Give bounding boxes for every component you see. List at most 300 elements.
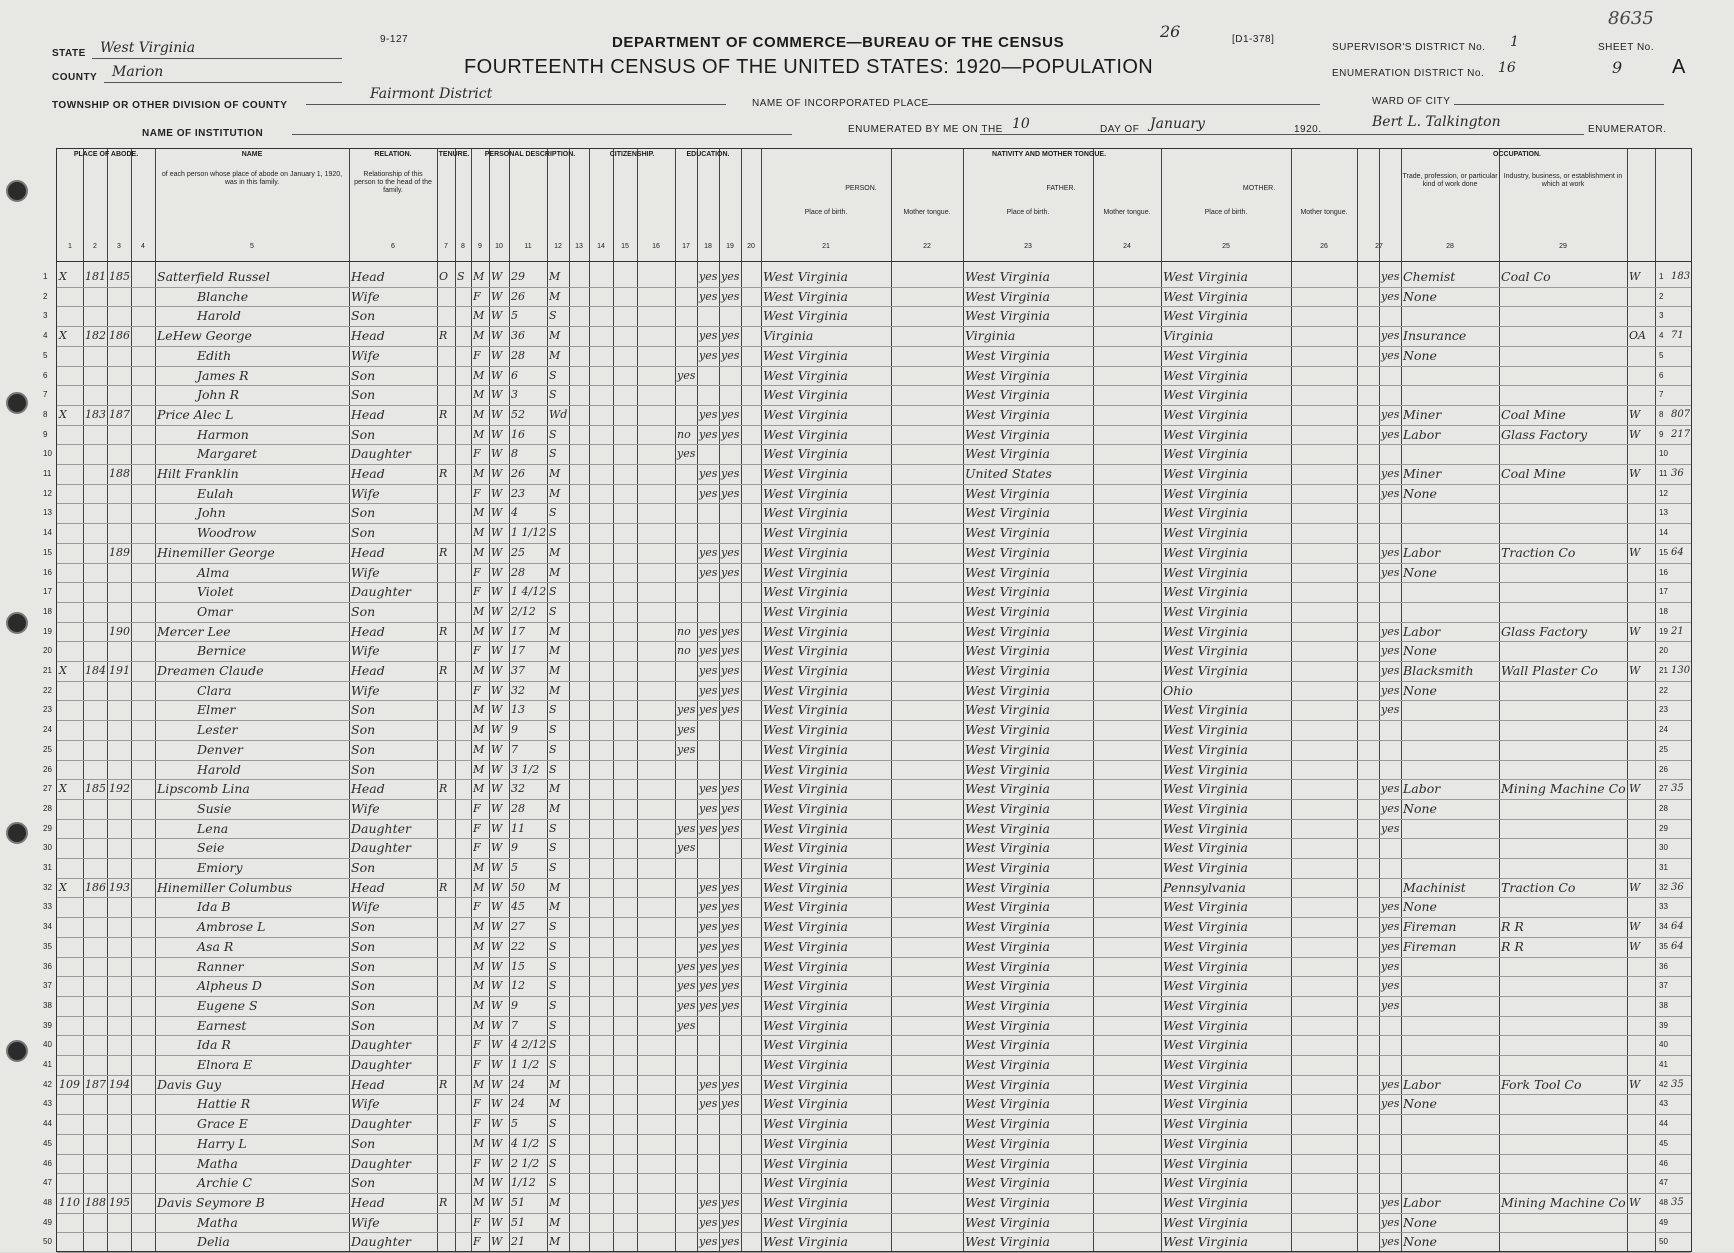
cell-sex: M bbox=[473, 1077, 485, 1091]
cell-sex: F bbox=[473, 447, 481, 461]
cell-rel: Son bbox=[351, 702, 376, 718]
line-number: 38 bbox=[43, 1000, 52, 1010]
cell-birth: West Virginia bbox=[763, 702, 848, 718]
cell-name: Delia bbox=[197, 1234, 230, 1250]
cell-fbirth: West Virginia bbox=[965, 347, 1050, 363]
cell-mbirth: West Virginia bbox=[1163, 387, 1248, 403]
cell-fbirth: West Virginia bbox=[965, 623, 1050, 639]
cell-name: Emiory bbox=[197, 860, 243, 875]
cell-dw: 182 bbox=[85, 329, 106, 343]
cell-sex: M bbox=[473, 545, 485, 559]
cell-rel: Son bbox=[351, 722, 376, 738]
cell-race: W bbox=[491, 329, 503, 343]
cell-cls: W bbox=[1629, 427, 1641, 441]
cell-name: James R bbox=[197, 367, 249, 383]
cell-sex: F bbox=[473, 1235, 481, 1249]
margin-code: 217 bbox=[1671, 428, 1691, 440]
cell-mbirth: West Virginia bbox=[1163, 820, 1248, 836]
cell-rel: Daughter bbox=[351, 1037, 411, 1053]
cell-mbirth: West Virginia bbox=[1163, 1057, 1248, 1072]
cell-cls: W bbox=[1629, 270, 1641, 283]
line-number: 35 bbox=[43, 941, 52, 951]
column-number: 13 bbox=[575, 243, 583, 250]
cell-name: Matha bbox=[197, 1155, 238, 1171]
line-number-right: 34 bbox=[1659, 922, 1668, 932]
cell-read: yes bbox=[699, 664, 718, 677]
cell-birth: West Virginia bbox=[763, 840, 848, 856]
cell-write: yes bbox=[721, 565, 740, 579]
cell-birth: West Virginia bbox=[763, 485, 848, 501]
line-number: 29 bbox=[43, 823, 52, 833]
margin-code: 64 bbox=[1671, 546, 1684, 558]
cell-age: 21 bbox=[511, 1235, 525, 1249]
cell-name: Lester bbox=[197, 722, 238, 738]
line-number-right: 40 bbox=[1659, 1040, 1668, 1050]
cell-rel: Wife bbox=[351, 899, 380, 915]
cell-read: yes bbox=[699, 467, 718, 480]
column-number: 12 bbox=[554, 243, 562, 250]
township-label: TOWNSHIP OR OTHER DIVISION OF COUNTY bbox=[52, 100, 288, 111]
line-number-right: 7 bbox=[1659, 390, 1664, 400]
cell-birth: West Virginia bbox=[763, 879, 848, 895]
cell-name: Margaret bbox=[197, 446, 258, 462]
sub-heading: PERSON. bbox=[845, 185, 877, 192]
cell-fbirth: United States bbox=[965, 466, 1052, 481]
enumerator-label: ENUMERATOR. bbox=[1588, 124, 1667, 135]
cell-rel: Head bbox=[351, 781, 385, 797]
cell-write: yes bbox=[721, 545, 740, 559]
cell-sex: M bbox=[473, 998, 485, 1012]
cell-rel: Wife bbox=[351, 564, 380, 580]
cell-age: 50 bbox=[511, 880, 525, 894]
cell-ms: S bbox=[549, 723, 557, 737]
supervisor-label: SUPERVISOR'S DISTRICT No. bbox=[1332, 42, 1486, 53]
cell-race: W bbox=[491, 979, 503, 993]
cell-eng: yes bbox=[1381, 664, 1400, 677]
cell-age: 1/12 bbox=[511, 1176, 536, 1190]
cell-ms: S bbox=[549, 979, 557, 993]
cell-fam: 188 bbox=[109, 467, 130, 480]
line-number-right: 22 bbox=[1659, 685, 1668, 695]
cell-trade: Fireman bbox=[1403, 938, 1457, 954]
cell-ms: S bbox=[549, 506, 557, 520]
cell-trade: Labor bbox=[1403, 426, 1441, 442]
cell-dw: 188 bbox=[85, 1195, 106, 1209]
line-number-right: 5 bbox=[1659, 350, 1664, 360]
column-number: 25 bbox=[1222, 243, 1230, 250]
line-number: 10 bbox=[43, 449, 52, 459]
cell-fbirth: West Virginia bbox=[965, 1194, 1050, 1210]
cell-race: W bbox=[491, 1195, 503, 1209]
sub-heading: Place of birth. bbox=[1006, 209, 1050, 216]
cell-fbirth: Virginia bbox=[965, 328, 1016, 344]
cell-fam: 194 bbox=[109, 1077, 130, 1091]
column-number: 9 bbox=[478, 243, 482, 250]
line-number-right: 33 bbox=[1659, 902, 1668, 912]
cell-birth: West Virginia bbox=[763, 387, 848, 403]
cell-write: yes bbox=[721, 289, 740, 303]
cell-rel: Wife bbox=[351, 682, 380, 698]
cell-birth: West Virginia bbox=[763, 406, 848, 422]
cell-school: yes bbox=[677, 447, 696, 461]
cell-read: yes bbox=[699, 939, 718, 953]
cell-write: yes bbox=[721, 1195, 740, 1209]
cell-trade: None bbox=[1403, 800, 1437, 816]
cell-sex: F bbox=[473, 801, 481, 815]
cell-ms: M bbox=[549, 565, 561, 579]
cell-school: yes bbox=[677, 703, 696, 717]
cell-fbirth: West Virginia bbox=[965, 800, 1050, 816]
cell-age: 13 bbox=[511, 703, 525, 717]
cell-ms: S bbox=[549, 1117, 557, 1131]
cell-write: yes bbox=[721, 920, 740, 934]
cell-age: 28 bbox=[511, 565, 525, 579]
group-heading: RELATION. bbox=[374, 151, 412, 158]
cell-birth: West Virginia bbox=[763, 308, 848, 324]
cell-ind: Wall Plaster Co bbox=[1501, 663, 1598, 678]
line-number: 20 bbox=[43, 646, 52, 656]
cell-mbirth: West Virginia bbox=[1163, 938, 1248, 954]
cell-fbirth: West Virginia bbox=[965, 663, 1050, 678]
cell-fbirth: West Virginia bbox=[965, 1135, 1050, 1151]
cell-mbirth: Ohio bbox=[1163, 682, 1193, 698]
cell-birth: West Virginia bbox=[763, 603, 848, 619]
cell-eng: yes bbox=[1381, 407, 1400, 421]
cell-race: W bbox=[491, 545, 503, 559]
cell-age: 24 bbox=[511, 1097, 525, 1111]
line-number-right: 48 bbox=[1659, 1197, 1668, 1207]
cell-write: yes bbox=[721, 998, 740, 1012]
line-number-right: 6 bbox=[1659, 370, 1664, 380]
line-number: 9 bbox=[43, 429, 48, 439]
cell-rel: Son bbox=[351, 919, 376, 935]
line-number: 31 bbox=[43, 863, 52, 872]
cell-sex: F bbox=[473, 644, 481, 658]
line-number-right: 43 bbox=[1659, 1099, 1668, 1109]
cell-read: yes bbox=[699, 900, 718, 914]
cell-race: W bbox=[491, 368, 503, 382]
line-number-right: 46 bbox=[1659, 1158, 1668, 1168]
cell-read: yes bbox=[699, 545, 718, 559]
cell-age: 12 bbox=[511, 979, 525, 993]
cell-mbirth: West Virginia bbox=[1163, 1155, 1248, 1171]
cell-mbirth: West Virginia bbox=[1163, 603, 1248, 619]
cell-name: John R bbox=[197, 387, 240, 403]
line-number: 39 bbox=[43, 1020, 52, 1030]
cell-sex: M bbox=[473, 742, 485, 756]
cell-trade: None bbox=[1403, 899, 1437, 915]
year: 1920. bbox=[1294, 124, 1322, 135]
cell-fbirth: West Virginia bbox=[965, 741, 1050, 757]
cell-age: 3 1/2 bbox=[511, 762, 540, 776]
cell-race: W bbox=[491, 861, 503, 874]
cell-birth: West Virginia bbox=[763, 643, 848, 659]
cell-name: Edith bbox=[197, 347, 232, 363]
cell-write: yes bbox=[721, 486, 740, 500]
cell-fbirth: West Virginia bbox=[965, 1057, 1050, 1072]
cell-write: yes bbox=[721, 467, 740, 480]
cell-ms: S bbox=[549, 427, 557, 441]
line-number-right: 45 bbox=[1659, 1138, 1668, 1148]
cell-read: yes bbox=[699, 565, 718, 579]
cell-fbirth: West Virginia bbox=[965, 269, 1050, 284]
margin-code: 35 bbox=[1671, 1196, 1684, 1208]
cell-eng: yes bbox=[1381, 821, 1400, 835]
cell-race: W bbox=[491, 1018, 503, 1032]
cell-trade: Miner bbox=[1403, 466, 1442, 481]
cell-name: Eugene S bbox=[197, 997, 258, 1013]
line-number-right: 38 bbox=[1659, 1000, 1668, 1010]
cell-sex: M bbox=[473, 407, 485, 421]
margin-code: 71 bbox=[1671, 330, 1684, 342]
line-number: 45 bbox=[43, 1138, 52, 1148]
cell-name: Dreamen Claude bbox=[157, 663, 264, 678]
cell-mbirth: West Virginia bbox=[1163, 663, 1248, 678]
cell-fbirth: West Virginia bbox=[965, 1096, 1050, 1112]
cell-fam: 186 bbox=[109, 329, 130, 343]
cell-birth: Virginia bbox=[763, 328, 814, 344]
cell-write: yes bbox=[721, 1215, 740, 1229]
cell-mbirth: West Virginia bbox=[1163, 1076, 1248, 1092]
cell-ind: Mining Machine Co bbox=[1501, 1194, 1626, 1210]
doc-code: [D1-378] bbox=[1232, 34, 1275, 45]
cell-write: yes bbox=[721, 644, 740, 658]
cell-race: W bbox=[491, 1156, 503, 1170]
cell-cls: W bbox=[1629, 664, 1641, 677]
cell-rel: Daughter bbox=[351, 1057, 411, 1072]
cell-rel: Daughter bbox=[351, 820, 411, 836]
cell-ms: M bbox=[549, 1195, 561, 1209]
cell-read: yes bbox=[699, 959, 718, 973]
sub-heading: Mother tongue. bbox=[903, 209, 951, 216]
sub-heading: of each person whose place of abode on January 1, 1920, was in this family. bbox=[161, 171, 343, 186]
cell-name: Clara bbox=[197, 682, 232, 698]
cell-ms: M bbox=[549, 880, 561, 894]
cell-cls: W bbox=[1629, 467, 1641, 480]
cell-fbirth: West Virginia bbox=[965, 840, 1050, 856]
cell-fbirth: West Virginia bbox=[965, 485, 1050, 501]
cell-dw: 187 bbox=[85, 1077, 106, 1091]
cell-race: W bbox=[491, 1038, 503, 1052]
cell-trade: None bbox=[1403, 643, 1437, 659]
cell-race: W bbox=[491, 703, 503, 717]
cell-cls: W bbox=[1629, 407, 1641, 421]
cell-birth: West Virginia bbox=[763, 781, 848, 797]
cell-ms: S bbox=[549, 762, 557, 776]
cell-fbirth: West Virginia bbox=[965, 702, 1050, 718]
cell-name: Lena bbox=[197, 820, 229, 836]
cell-ten: R bbox=[439, 1195, 448, 1209]
column-number: 21 bbox=[822, 243, 830, 250]
cell-ms: S bbox=[549, 1176, 557, 1190]
line-number: 32 bbox=[43, 882, 52, 892]
line-number: 11 bbox=[43, 469, 52, 478]
cell-trade: None bbox=[1403, 564, 1437, 580]
column-number: 14 bbox=[597, 243, 605, 250]
cell-read: yes bbox=[699, 624, 718, 638]
line-number-right: 39 bbox=[1659, 1020, 1668, 1030]
cell-fbirth: West Virginia bbox=[965, 426, 1050, 442]
column-number: 27 bbox=[1375, 243, 1383, 250]
margin-code: 36 bbox=[1671, 468, 1684, 479]
cell-birth: West Virginia bbox=[763, 1194, 848, 1210]
margin-code: 130 bbox=[1671, 665, 1691, 676]
cell-rel: Head bbox=[351, 466, 385, 481]
line-number-right: 50 bbox=[1659, 1237, 1668, 1247]
cell-fbirth: West Virginia bbox=[965, 584, 1050, 600]
cell-birth: West Virginia bbox=[763, 1175, 848, 1191]
cell-mbirth: West Virginia bbox=[1163, 800, 1248, 816]
cell-birth: West Virginia bbox=[763, 1135, 848, 1151]
line-number: 1 bbox=[43, 272, 48, 281]
cell-write: yes bbox=[721, 703, 740, 717]
cell-fbirth: West Virginia bbox=[965, 1116, 1050, 1132]
cell-ms: M bbox=[549, 683, 561, 697]
cell-fbirth: West Virginia bbox=[965, 446, 1050, 462]
line-number-right: 29 bbox=[1659, 823, 1668, 833]
group-heading: PLACE OF ABODE. bbox=[73, 151, 139, 158]
cell-sex: M bbox=[473, 329, 485, 343]
line-number-right: 44 bbox=[1659, 1119, 1668, 1129]
cell-birth: West Virginia bbox=[763, 1037, 848, 1053]
cell-mbirth: Pennsylvania bbox=[1163, 879, 1246, 895]
cell-read: yes bbox=[699, 1215, 718, 1229]
cell-fbirth: West Virginia bbox=[965, 1076, 1050, 1092]
cell-sex: M bbox=[473, 526, 485, 540]
cell-fam: 185 bbox=[109, 270, 130, 283]
cell-read: yes bbox=[699, 427, 718, 441]
cell-write: yes bbox=[721, 1077, 740, 1091]
cell-trade: None bbox=[1403, 682, 1437, 698]
cell-mbirth: West Virginia bbox=[1163, 406, 1248, 422]
cell-mbirth: West Virginia bbox=[1163, 958, 1248, 974]
column-number: 8 bbox=[461, 243, 465, 250]
sub-heading: Industry, business, or establishment in which at work bbox=[1503, 173, 1623, 188]
cell-race: W bbox=[491, 959, 503, 973]
line-number-right: 14 bbox=[1659, 528, 1668, 538]
sub-heading: Relationship of this person to the head of the family. bbox=[354, 171, 432, 194]
cell-name: Alma bbox=[197, 564, 230, 580]
cell-sex: F bbox=[473, 348, 481, 362]
line-number: 23 bbox=[43, 705, 52, 715]
cell-fbirth: West Virginia bbox=[965, 938, 1050, 954]
cell-ms: S bbox=[549, 1156, 557, 1170]
cell-eng: yes bbox=[1381, 1097, 1400, 1111]
cell-eng: yes bbox=[1381, 959, 1400, 973]
cell-rel: Wife bbox=[351, 800, 380, 816]
cell-school: yes bbox=[677, 723, 696, 737]
cell-sex: F bbox=[473, 289, 481, 303]
sub-heading: Place of birth. bbox=[804, 209, 848, 216]
cell-rel: Head bbox=[351, 406, 385, 422]
cell-ten: R bbox=[439, 1077, 448, 1091]
cell-race: W bbox=[491, 1097, 503, 1111]
cell-ms: S bbox=[549, 309, 557, 323]
cell-rel: Head bbox=[351, 328, 385, 344]
cell-mbirth: West Virginia bbox=[1163, 919, 1248, 935]
line-number-right: 25 bbox=[1659, 744, 1668, 754]
cell-rel: Head bbox=[351, 663, 385, 678]
cell-sex: F bbox=[473, 565, 481, 579]
cell-ind: Coal Mine bbox=[1501, 406, 1566, 422]
cell-mbirth: West Virginia bbox=[1163, 702, 1248, 718]
cell-fbirth: West Virginia bbox=[965, 899, 1050, 915]
cell-birth: West Virginia bbox=[763, 426, 848, 442]
cell-rel: Daughter bbox=[351, 1116, 411, 1132]
cell-age: 45 bbox=[511, 900, 525, 914]
enumerated-label: ENUMERATED BY ME ON THE bbox=[848, 124, 1003, 135]
cell-sex: F bbox=[473, 486, 481, 500]
cell-ten: R bbox=[439, 545, 448, 559]
cell-race: W bbox=[491, 821, 503, 835]
enumerator-name: Bert L. Talkington bbox=[1372, 114, 1501, 130]
cell-trade: None bbox=[1403, 485, 1437, 501]
cell-age: 26 bbox=[511, 467, 525, 480]
cell-read: yes bbox=[699, 1195, 718, 1209]
cell-ten: O bbox=[439, 270, 449, 283]
column-number: 3 bbox=[117, 243, 121, 250]
cell-ten: R bbox=[439, 664, 448, 677]
cell-name: Ida B bbox=[197, 899, 231, 915]
cell-name: LeHew George bbox=[157, 328, 252, 344]
cell-fbirth: West Virginia bbox=[965, 919, 1050, 935]
cell-sex: F bbox=[473, 821, 481, 835]
cell-race: W bbox=[491, 998, 503, 1012]
cell-eng: yes bbox=[1381, 565, 1400, 579]
cell-ind: R R bbox=[1501, 938, 1524, 954]
line-number-right: 37 bbox=[1659, 981, 1668, 991]
cell-sex: F bbox=[473, 585, 481, 599]
cell-sex: M bbox=[473, 467, 485, 480]
cell-write: yes bbox=[721, 900, 740, 914]
cell-write: yes bbox=[721, 348, 740, 362]
cell-name: Violet bbox=[197, 584, 234, 600]
cell-mbirth: West Virginia bbox=[1163, 584, 1248, 600]
line-number: 3 bbox=[43, 311, 48, 321]
cell-eng: yes bbox=[1381, 998, 1400, 1012]
cell-ms: M bbox=[549, 270, 561, 283]
cell-birth: West Virginia bbox=[763, 722, 848, 738]
cell-name: Blanche bbox=[197, 288, 249, 304]
cell-rel: Head bbox=[351, 879, 385, 895]
cell-ind: Glass Factory bbox=[1501, 426, 1588, 442]
cell-sex: M bbox=[473, 782, 485, 796]
cell-birth: West Virginia bbox=[763, 741, 848, 757]
cell-trade: Chemist bbox=[1403, 269, 1456, 284]
institution-underline bbox=[292, 134, 792, 135]
line-number: 15 bbox=[43, 547, 52, 557]
cell-eng: yes bbox=[1381, 1195, 1400, 1209]
cell-write: yes bbox=[721, 939, 740, 953]
cell-race: W bbox=[491, 270, 503, 283]
cell-name: Bernice bbox=[197, 643, 247, 659]
cell-write: yes bbox=[721, 407, 740, 421]
cell-age: 24 bbox=[511, 1077, 525, 1091]
line-number-right: 24 bbox=[1659, 725, 1668, 735]
cell-ms: M bbox=[549, 1097, 561, 1111]
cell-mbirth: West Virginia bbox=[1163, 1135, 1248, 1151]
group-heading: PERSONAL DESCRIPTION. bbox=[484, 151, 576, 158]
cell-age: 9 bbox=[511, 841, 518, 855]
cell-rel: Son bbox=[351, 1017, 376, 1033]
cell-mark: X bbox=[59, 270, 67, 283]
cell-ms: S bbox=[549, 1136, 557, 1150]
ward-underline bbox=[1454, 104, 1664, 105]
cell-mark: X bbox=[59, 329, 67, 343]
cell-name: Denver bbox=[197, 741, 243, 757]
cell-ms: S bbox=[549, 821, 557, 835]
column-number: 7 bbox=[444, 243, 448, 250]
